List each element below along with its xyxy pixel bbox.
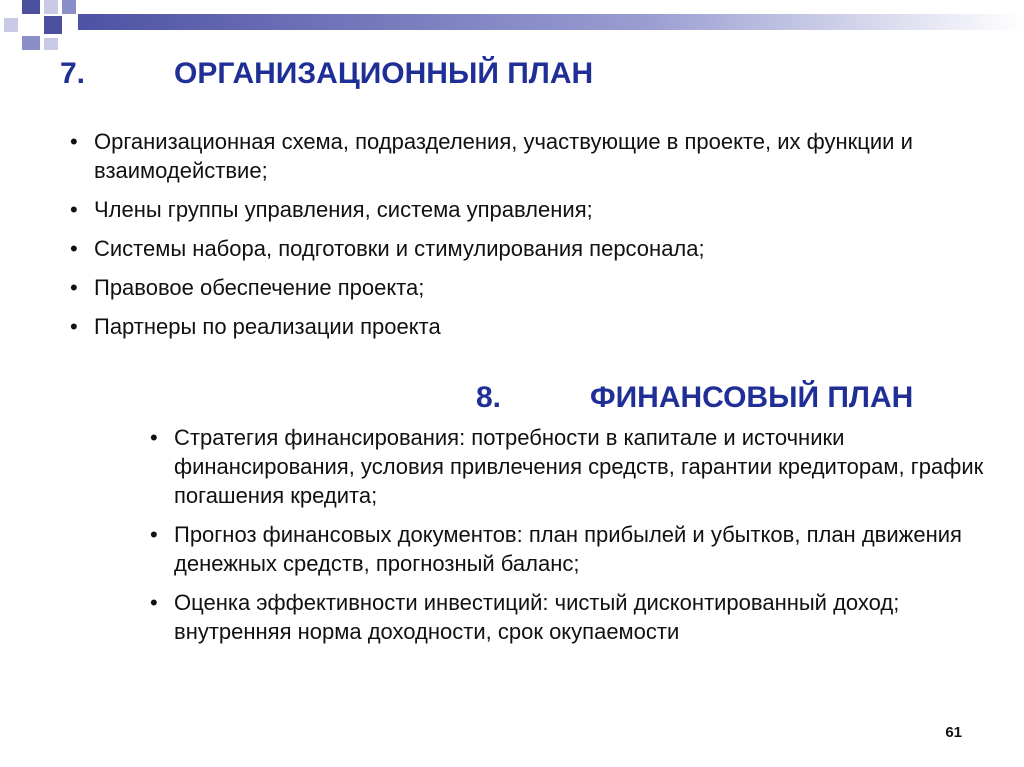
list-item: • Правовое обеспечение проекта;	[70, 273, 970, 302]
decor-square	[44, 0, 58, 14]
list-item: • Прогноз финансовых документов: план прибылей и убытков, план движения денежных средств, прогнозный баланс;	[150, 520, 990, 578]
decor-square	[44, 38, 58, 50]
decor-square	[62, 0, 76, 14]
section-title-text: ОРГАНИЗАЦИОННЫЙ ПЛАН	[174, 57, 594, 90]
list-item: • Партнеры по реализации проекта	[70, 312, 970, 341]
section-title-organizational	[60, 57, 593, 91]
list-item: • Члены группы управления, система управления;	[70, 195, 970, 224]
section-number: 8.	[476, 381, 502, 414]
decor-square	[4, 18, 18, 32]
section-title-financial	[476, 381, 913, 415]
decor-square	[44, 16, 62, 34]
list-item: • Оценка эффективности инвестиций: чистый дисконтированный доход; внутренняя норма доходности, срок окупаемости	[150, 588, 990, 646]
financial-plan-list	[150, 423, 990, 656]
section-title-text: ФИНАНСОВЫЙ ПЛАН	[590, 381, 914, 414]
organizational-plan-list	[70, 127, 970, 351]
page-number: 61	[945, 724, 962, 741]
decor-square	[22, 0, 40, 14]
list-item: • Стратегия финансирования: потребности в капитале и источники финансирования, условия привлечения средств, гарантии кредиторам, график погашения кредита;	[150, 423, 990, 510]
header-gradient-bar	[78, 14, 1024, 30]
list-item: • Организационная схема, подразделения, участвующие в проекте, их функции и взаимодействие;	[70, 127, 970, 185]
decor-square	[22, 36, 40, 50]
section-number: 7.	[60, 57, 86, 90]
list-item: • Системы набора, подготовки и стимулирования персонала;	[70, 234, 970, 263]
